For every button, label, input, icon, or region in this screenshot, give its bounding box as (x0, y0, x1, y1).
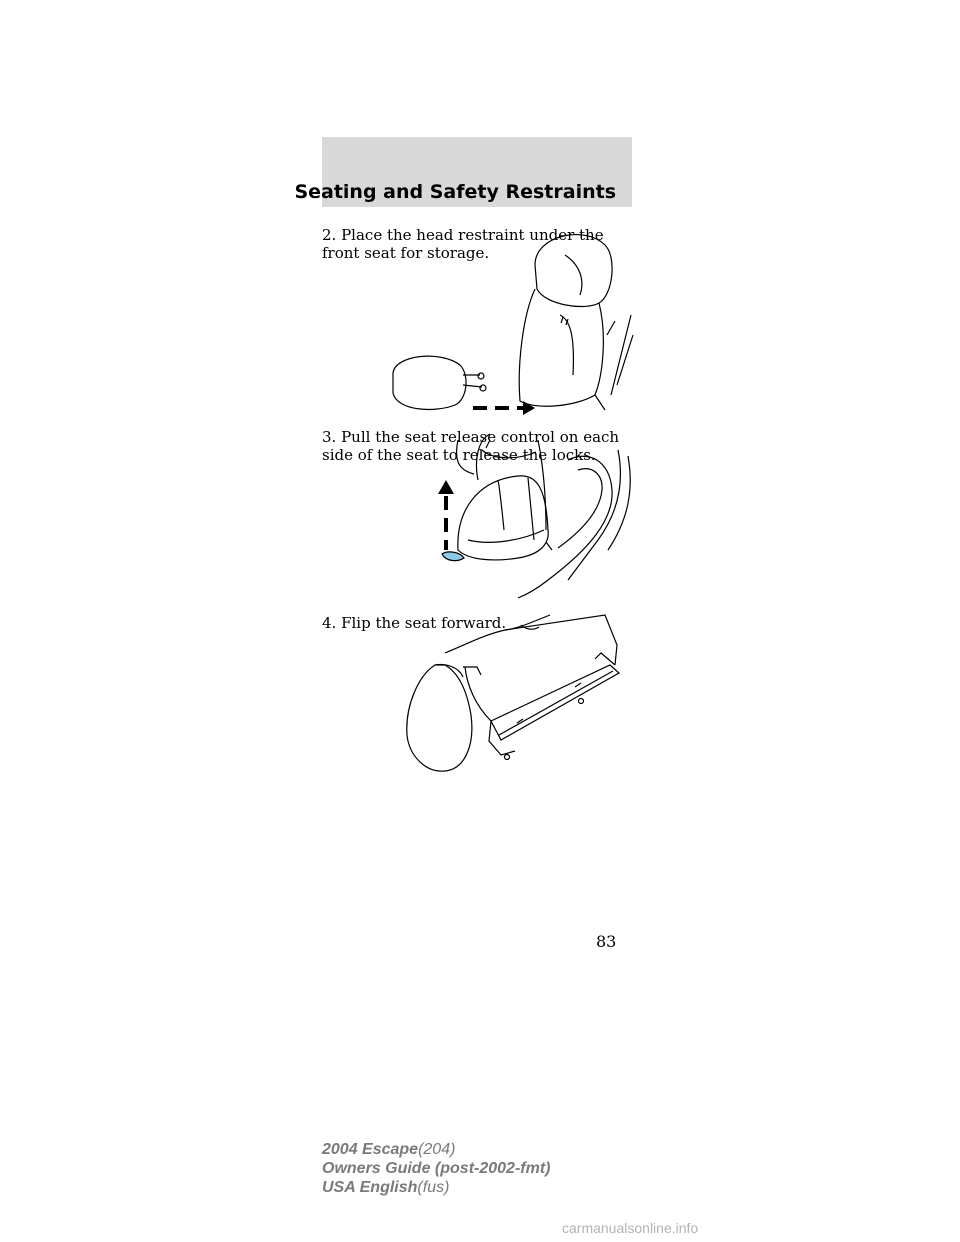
section-title: Seating and Safety Restraints (294, 181, 616, 203)
footer-model: 2004 Escape (322, 1141, 419, 1158)
footer-language: USA English (322, 1179, 418, 1196)
page-number: 83 (596, 932, 617, 951)
seat-release-control-illustration (438, 430, 638, 600)
document-footer (322, 1140, 550, 1197)
footer-model-code: (204) (418, 1141, 456, 1158)
step-4-text: 4. Flip the seat forward. (322, 614, 507, 632)
footer-line-1 (322, 1140, 550, 1159)
step-2-text: 2. Place the head restraint under the front seat for storage. (322, 226, 604, 262)
footer-line-3 (322, 1178, 550, 1197)
section-header-band (294, 137, 632, 207)
head-restraint-storage-illustration (385, 225, 635, 415)
footer-guide-type: Owners Guide (post-2002-fmt) (322, 1160, 551, 1177)
footer-language-code: (fus) (417, 1179, 450, 1196)
seat-flip-forward-illustration (405, 605, 625, 775)
watermark: carmanualsonline.info (562, 1220, 699, 1236)
footer-line-2 (322, 1159, 550, 1178)
step-3-text: 3. Pull the seat release control on each side of the seat to release the locks. (322, 428, 620, 464)
